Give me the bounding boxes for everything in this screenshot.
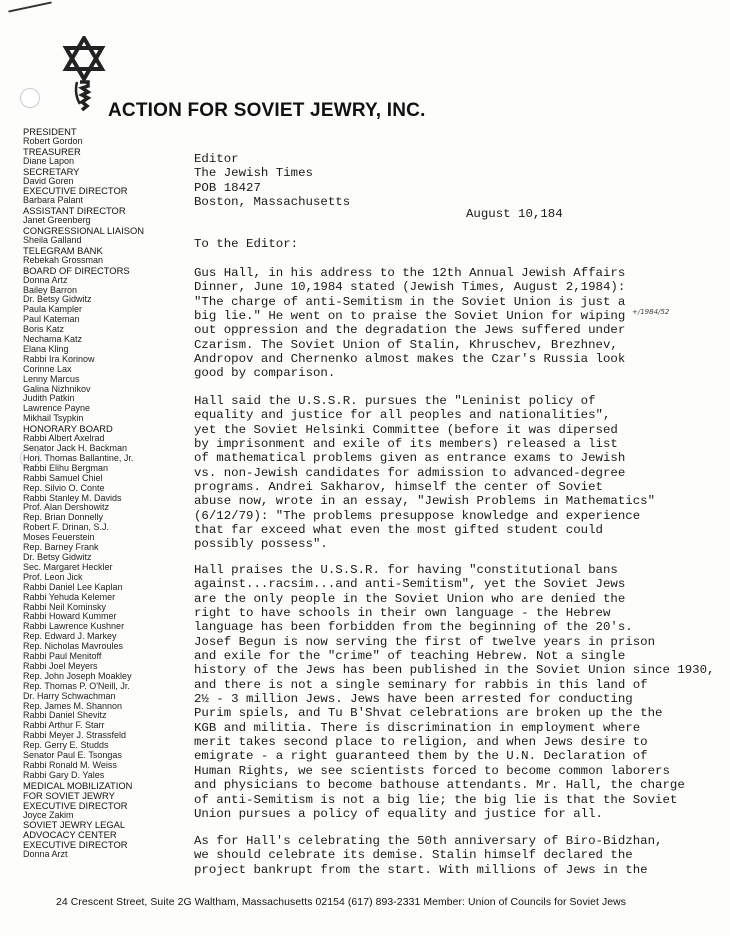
punch-hole — [20, 88, 40, 108]
paragraph-line: Czarism. The Soviet Union of Stalin, Khruschev, Brezhnev, — [194, 337, 618, 352]
paragraph-line: project bankrupt from the start. With millions of Jews in the — [194, 862, 648, 877]
roster-name: Sec. Margaret Heckler — [23, 562, 113, 572]
roster-name: Barbara Palant — [23, 196, 84, 206]
paragraph-line: language has been forbidden from the beginning of the 20's. — [194, 620, 633, 635]
roster-name: Rabbi Joel Meyers — [23, 661, 98, 671]
address-line: POB 18427 — [194, 180, 261, 195]
paragraph-line: Hall praises the U.S.S.R. for having "constitutional bans — [194, 563, 618, 577]
roster-name: Hon. Thomas Ballantine, Jr. — [23, 453, 134, 463]
roster-heading: FOR SOVIET JEWRY — [23, 790, 115, 801]
roster-name: Rep. Edward J. Markey — [23, 632, 117, 642]
roster-name: Senator Paul E. Tsongas — [23, 751, 122, 761]
paragraph-line: by imprisonment and exile of its members) released a list — [194, 437, 618, 452]
roster-name: Prof. Leon Jick — [23, 572, 83, 582]
roster-name: Joyce Zakim — [23, 810, 74, 820]
roster-name: Corinne Lax — [23, 364, 72, 374]
paragraph-line: Gus Hall, in his address to the 12th Annual Jewish Affairs — [194, 266, 626, 280]
paragraph — [194, 834, 674, 877]
roster-name: Moses Feuerstein — [23, 533, 95, 543]
recipient-address — [194, 152, 350, 210]
roster-name: Rabbi Yehuda Kelemer — [23, 592, 116, 602]
roster-name: Lenny Marcus — [23, 374, 80, 384]
paragraph-line: that far exceed what even the most gifted student could — [194, 523, 603, 538]
handwritten-margin-note: +/1984/52 — [632, 308, 670, 316]
paragraph-line: emigrate - a right guaranteed them by the U.N. Declaration of — [194, 749, 648, 764]
roster-name: Rabbi Ira Korinow — [23, 354, 95, 364]
paragraph-line: Purim spiels, and Tu B'Shvat celebrations are broken up the the — [194, 706, 663, 721]
roster-name: Dr. Betsy Gidwitz — [23, 295, 92, 305]
roster-name: Rabbi Gary D. Yales — [23, 770, 105, 780]
roster-name: Rabbi Stanley M. Davids — [23, 493, 122, 503]
roster-name: Rabbi Lawrence Kushner — [23, 622, 125, 632]
paragraph-line: vs. non-Jewish candidates for admission to advanced-degree — [194, 465, 626, 480]
paragraph-line: Human Rights, we see scientists forced to become common laborers — [194, 763, 670, 778]
roster-name: Rabbi Ronald M. Weiss — [23, 761, 117, 770]
paragraph-line: KGB and militia. There is discrimination in employment where — [194, 720, 641, 735]
paragraph-line: "The charge of anti-Semitism in the Soviet Union is just a — [194, 294, 626, 309]
paragraph-line: Union pursues a policy of equality and justice for all. — [194, 806, 603, 821]
roster-name: Rabbi Daniel Shevitz — [23, 711, 107, 721]
paragraph-line: of anti-Semitism is not a big lie; the big lie is that the Soviet — [194, 792, 678, 807]
letter-date: August 10,184 — [466, 207, 563, 221]
roster-heading: SOVIET JEWRY LEGAL — [23, 820, 126, 831]
roster-name: Senator Jack H. Backman — [23, 444, 128, 453]
paragraph-line: Hall said the U.S.S.R. pursues the "Leninist policy of — [194, 394, 596, 408]
paragraph-line: history of the Jews has been published in the Soviet Union since 1930, — [194, 663, 715, 678]
paragraph-line: and physicians to become bathouse attendants. Mr. Hall, the charge — [194, 778, 685, 793]
roster-heading: SECRETARY — [23, 166, 80, 177]
roster-name: Rabbi Paul Menitoff — [23, 652, 102, 662]
roster-name: Nechama Katz — [23, 335, 83, 345]
roster-name: Janet Greenberg — [23, 216, 91, 226]
roster-name: David Goren — [23, 176, 74, 186]
roster-name: Sheila Galland — [23, 235, 82, 245]
roster-name: Boris Katz — [23, 325, 65, 335]
paragraph-line: abuse now, wrote in an essay, "Jewish Problems in Mathematics" — [194, 494, 656, 509]
roster-heading: ASSISTANT DIRECTOR — [23, 206, 126, 217]
paragraph-line: Andropov and Chernenko almost makes the Czar's Russia look — [194, 352, 626, 367]
roster-name: Galina Nizhnikov — [23, 384, 91, 394]
paragraph-line: 2½ - 3 million Jews. Jews have been arrested for conducting — [194, 692, 633, 707]
roster-name: Rep. Silvio O. Conte — [23, 483, 105, 493]
roster-heading: EXECUTIVE DIRECTOR — [23, 800, 128, 811]
roster-name: Rep. John Joseph Moakley — [23, 671, 132, 681]
organization-name: ACTION FOR SOVIET JEWRY, INC. — [108, 100, 426, 121]
paragraph-line: As for Hall's celebrating the 50th anniversary of Biro-Bidzhan, — [194, 834, 663, 848]
roster-heading: BOARD OF DIRECTORS — [23, 265, 130, 276]
paragraph — [194, 266, 674, 381]
roster-name: Rabbi Howard Kummer — [23, 612, 117, 622]
roster-name: Judith Patkin — [23, 394, 75, 404]
paragraph-line: (6/12/79): "The problems presuppose knowledge and experience — [194, 508, 641, 523]
paragraph-line: and there is not a single seminary for rabbis in this land of — [194, 677, 648, 692]
roster-name: Prof. Alan Dershowitz — [23, 503, 110, 513]
roster-name: Dr. Harry Schwachman — [23, 691, 116, 701]
roster-heading: TELEGRAM BANK — [23, 245, 103, 256]
roster-name: Rabbi Neil Kominsky — [23, 602, 107, 612]
paragraph-line: we should celebrate its demise. Stalin himself declared the — [194, 848, 633, 863]
paragraph-line: out oppression and the degradation the Jews suffered under — [194, 323, 626, 338]
address-line: The Jewish Times — [194, 166, 313, 181]
roster-heading: TREASURER — [23, 146, 81, 157]
roster-name: Bailey Barron — [23, 285, 78, 295]
roster-name: Mikhail Tsypkin — [23, 414, 84, 424]
paragraph-line: yet the Soviet Helsinki Committee (before it was dipersed — [194, 422, 618, 437]
roster-heading: MEDICAL MOBILIZATION — [23, 780, 133, 791]
roster-name: Diane Lapon — [23, 156, 75, 166]
roster-name: Rabbi Samuel Chiel — [23, 473, 103, 483]
roster-heading: ADVOCACY CENTER — [23, 830, 117, 841]
roster-heading: HONORARY BOARD — [23, 424, 113, 435]
paragraph-line: are the only people in the Soviet Union who are denied the — [194, 591, 626, 606]
paragraph-line: big lie." He went on to praise the Soviet Union for wiping — [194, 309, 626, 324]
roster-name: Rep. Barney Frank — [23, 543, 99, 553]
pen-mark — [8, 1, 51, 12]
roster-name: Rabbi Elihu Bergman — [23, 463, 109, 473]
roster-name: Rep. Brian Donnelly — [23, 513, 104, 523]
paragraph-line: right to have schools in their own language - the Hebrew — [194, 606, 611, 621]
roster-name: Donna Arzt — [23, 850, 68, 860]
roster-name: Donna Artz — [23, 275, 68, 285]
address-line: Boston, Massachusetts — [194, 195, 351, 210]
paragraph-line: good by comparison. — [194, 366, 336, 381]
board-roster — [23, 127, 163, 860]
letterhead-footer: 24 Crescent Street, Suite 2G Waltham, Massachusetts 02154 (617) 893-2331 Member: Union of Councils for Soviet Jews — [56, 897, 627, 908]
roster-name: Rep. James M. Shannon — [23, 701, 123, 711]
roster-name: Rabbi Arthur F. Starr — [23, 721, 105, 731]
roster-name: Rep. Thomas P. O'Neill, Jr. — [23, 681, 130, 691]
paragraph-line: and exile for the "crime" of teaching Hebrew. Not a single — [194, 649, 626, 664]
paragraph-line: equality and justice for all peoples and nationalities", — [194, 408, 611, 423]
roster-name: Rabbi Daniel Lee Kaplan — [23, 582, 123, 592]
paragraph — [194, 394, 674, 552]
roster-name: Rep. Gerry E. Studds — [23, 741, 109, 751]
paragraph-line: against...racsim...and anti-Semitism", yet the Soviet Jews — [194, 577, 626, 592]
roster-name: Rabbi Albert Axelrad — [23, 434, 105, 444]
paragraph-line: possibly possess". — [194, 537, 328, 552]
roster-name: Rabbi Meyer J. Strassfeld — [23, 731, 127, 741]
roster-name: Paula Kampler — [23, 305, 83, 315]
roster-name: Rep. Nicholas Mavroules — [23, 642, 124, 652]
roster-name: Paul Kateman — [23, 315, 80, 325]
roster-heading: PRESIDENT — [23, 127, 77, 137]
paragraph-line: of mathematical problems given as entrance exams to Jewish — [194, 451, 626, 466]
paragraph-line: Dinner, June 10,1984 stated (Jewish Times, August 2,1984): — [194, 280, 626, 295]
star-of-david-logo — [62, 36, 106, 112]
roster-heading: CONGRESSIONAL LIAISON — [23, 226, 145, 236]
salutation: To the Editor: — [194, 237, 299, 251]
roster-name: Dr. Betsy Gidwitz — [23, 552, 92, 562]
paragraph-line: programs. Andrei Sakharov, himself the center of Soviet — [194, 480, 603, 495]
roster-name: Lawrence Payne — [23, 404, 91, 414]
paragraph — [194, 563, 715, 821]
roster-heading: EXECUTIVE DIRECTOR — [23, 840, 128, 851]
paragraph-line: merit takes second place to religion, and when Jews desire to — [194, 735, 648, 750]
roster-name: Robert Gordon — [23, 136, 83, 146]
address-line: Editor — [194, 152, 239, 166]
roster-name: Rebekah Grossman — [23, 255, 104, 265]
roster-name: Elana Kling — [23, 344, 69, 354]
roster-heading: EXECUTIVE DIRECTOR — [23, 186, 128, 197]
roster-name: Robert F. Drinan, S.J. — [23, 523, 110, 533]
paragraph-line: Josef Begun is now serving the first of twelve years in prison — [194, 634, 656, 649]
